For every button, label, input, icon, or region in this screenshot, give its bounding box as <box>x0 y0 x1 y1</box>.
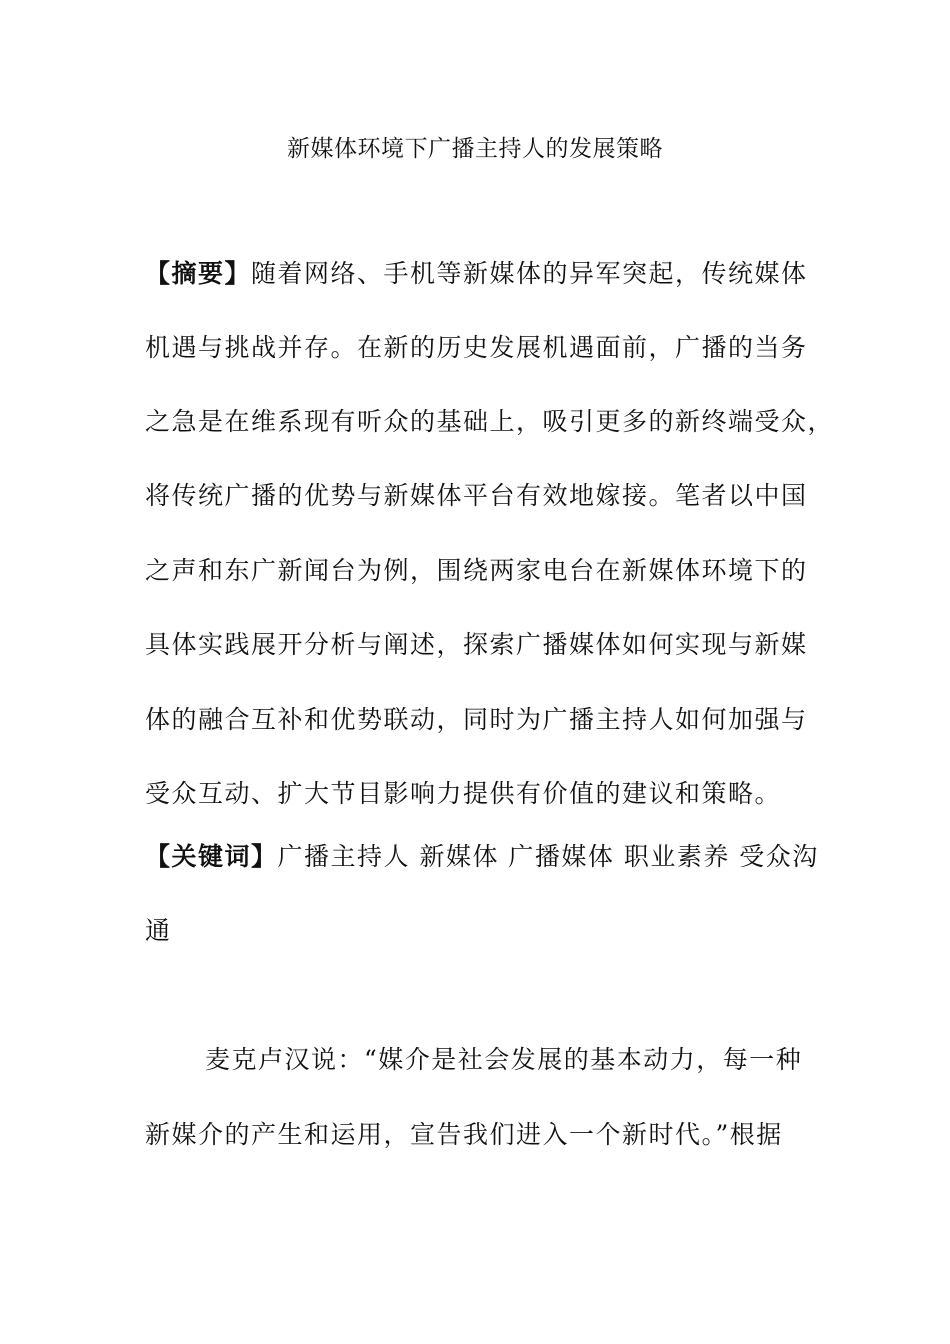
body-line-2: 新媒介的产生和运用，宣告我们进入一个新时代。”根据 <box>145 1120 783 1149</box>
abstract-line-1 <box>145 257 825 291</box>
abstract-line-2: 机遇与挑战并存。在新的历史发展机遇面前，广播的当务 <box>145 333 808 362</box>
abstract-line-6: 具体实践展开分析与阐述，探索广播媒体如何实现与新媒 <box>145 630 808 659</box>
abstract-line-8: 受众互动、扩大节目影响力提供有价值的建议和策略。 <box>145 779 782 808</box>
keywords-line-1 <box>145 840 825 874</box>
abstract-line-7: 体的融合互补和优势联动，同时为广播主持人如何加强与 <box>145 705 808 734</box>
keywords-label: 【关键词】 <box>145 842 278 871</box>
abstract-line-4: 将传统广播的优势与新媒体平台有效地嫁接。笔者以中国 <box>145 481 808 510</box>
abstract-line-5: 之声和东广新闻台为例，围绕两家电台在新媒体环境下的 <box>145 556 808 585</box>
keywords-line-2: 通 <box>145 916 172 945</box>
body-line-1: 麦克卢汉说：“媒介是社会发展的基本动力，每一种 <box>205 1045 803 1074</box>
keywords-text-1: 广播主持人 新媒体 广播媒体 职业素养 受众沟 <box>277 842 819 871</box>
document-title: 新媒体环境下广播主持人的发展策略 <box>287 136 663 162</box>
abstract-text-1: 随着网络、手机等新媒体的异军突起，传统媒体 <box>251 259 808 288</box>
abstract-line-3: 之急是在维系现有听众的基础上，吸引更多的新终端受众， <box>145 407 835 436</box>
abstract-label: 【摘要】 <box>145 259 252 288</box>
